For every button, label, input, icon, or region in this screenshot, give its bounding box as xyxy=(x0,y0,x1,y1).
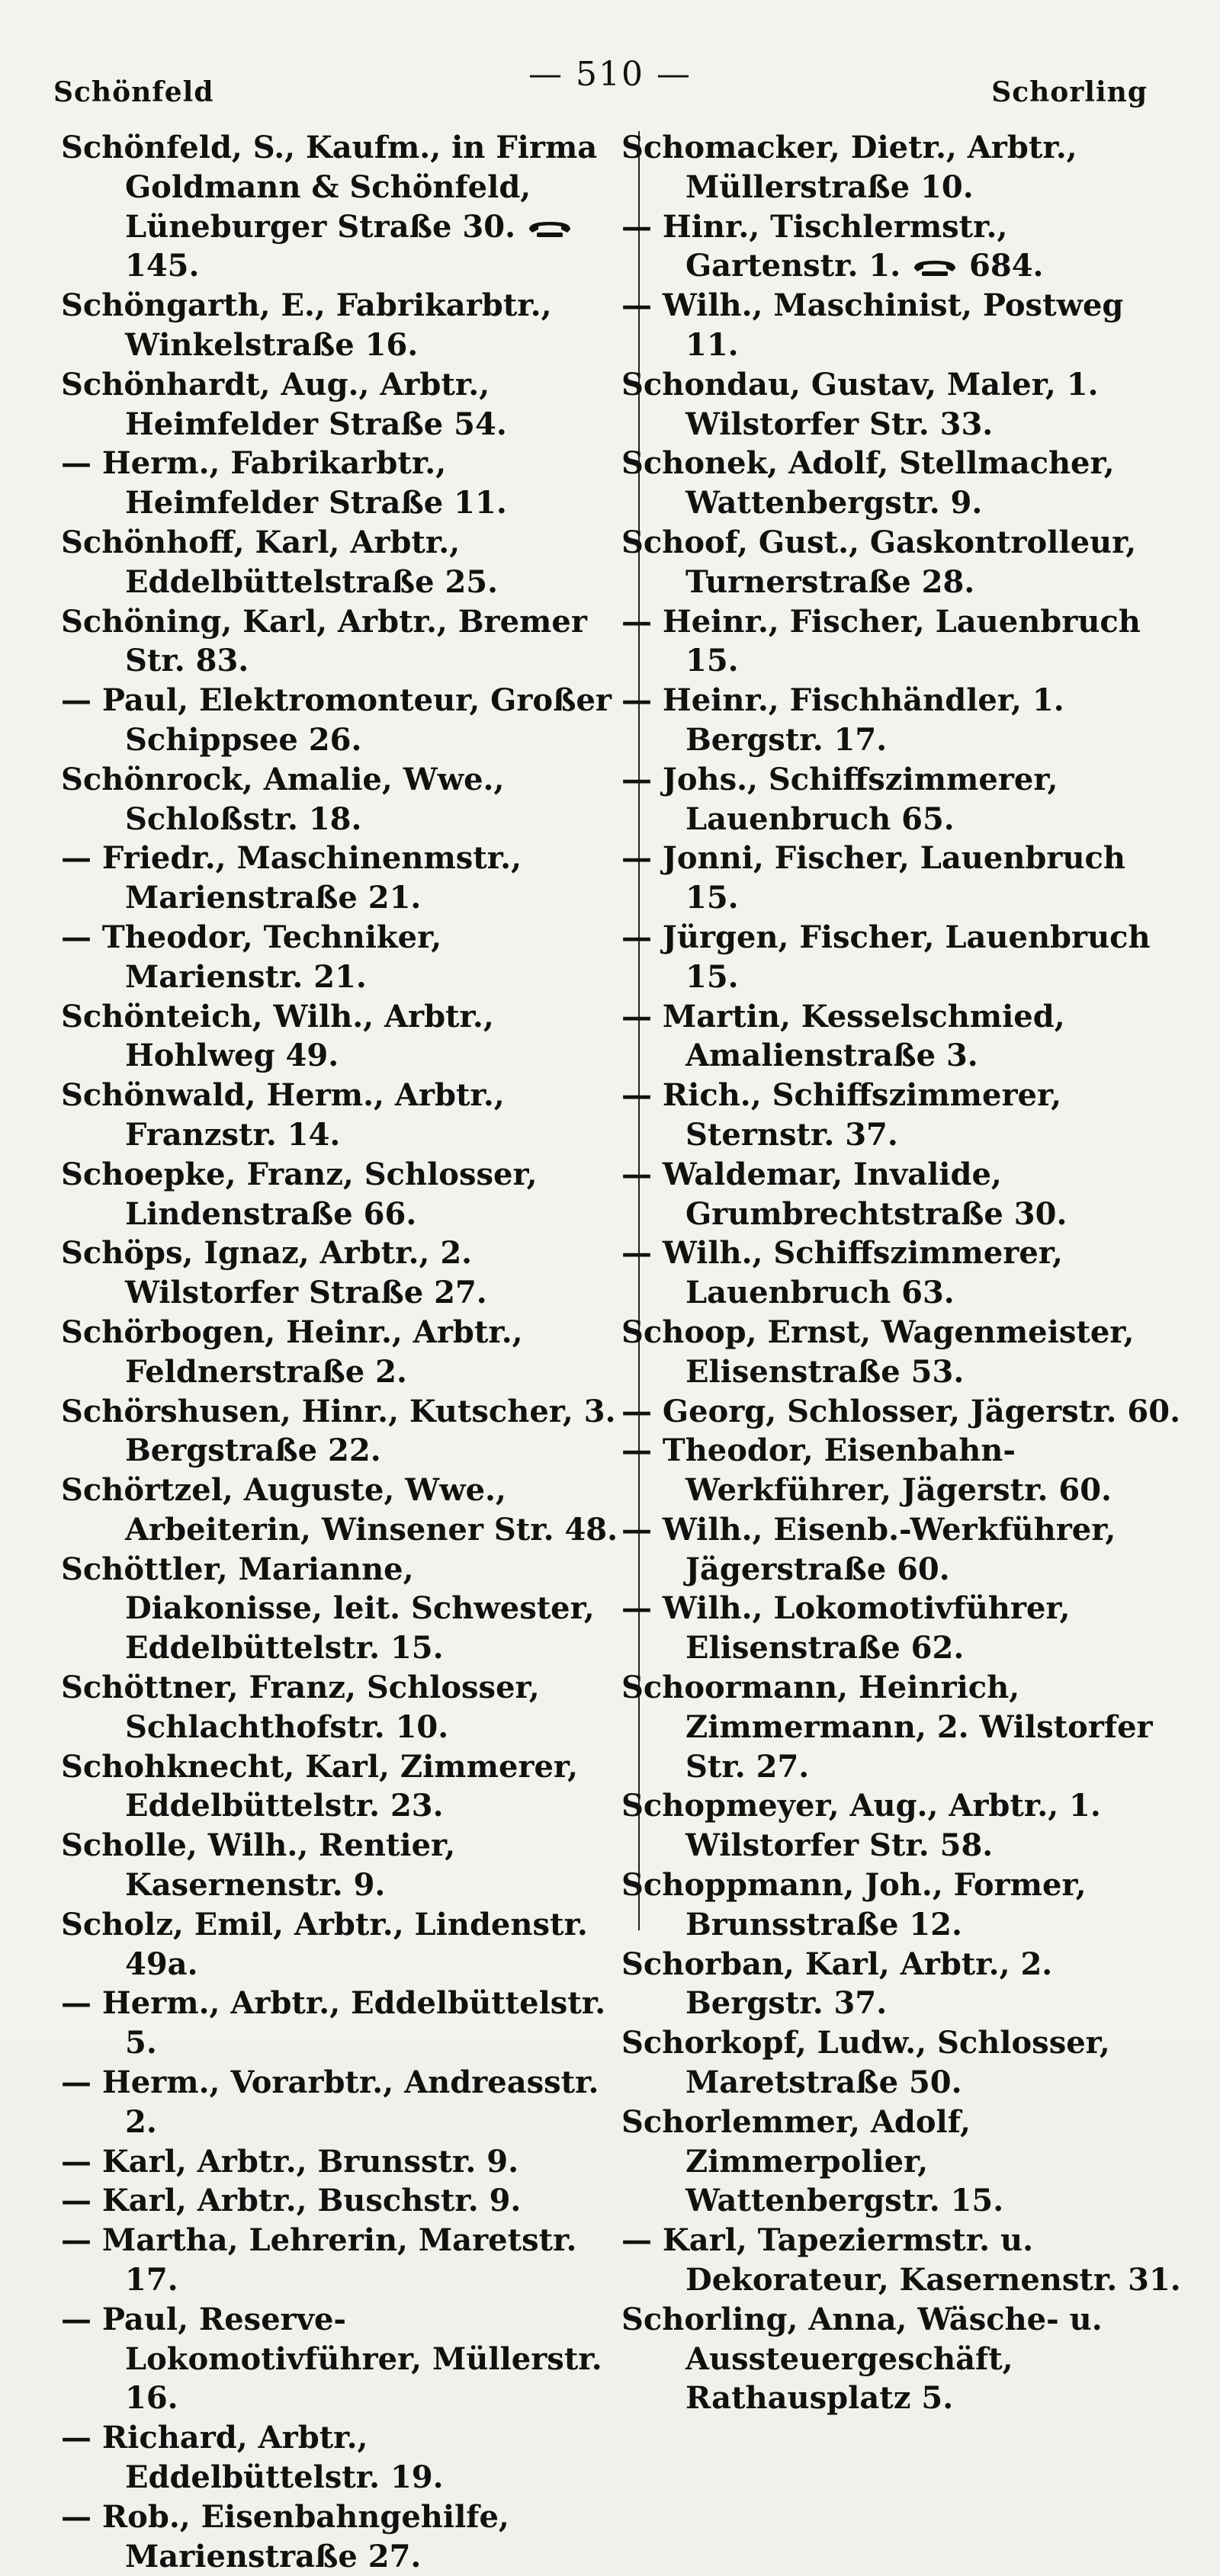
directory-entry xyxy=(61,365,621,444)
entry-text: Schönhardt, Aug., Arbtr., Heimfelder Straße 54. xyxy=(61,366,507,442)
phone-number: 145. xyxy=(125,248,200,284)
entry-text: — Herm., Arbtr., Eddelbüttelstr. 5. xyxy=(61,1985,606,2061)
entry-text: Schöttler, Marianne, Diakonisse, leit. Schwester, Eddelbüttelstr. 15. xyxy=(61,1551,595,1667)
directory-entry xyxy=(621,602,1182,682)
entry-text: Schoormann, Heinrich, Zimmermann, 2. Wilstorfer Str. 27. xyxy=(621,1670,1153,1785)
directory-entry xyxy=(61,997,621,1076)
entry-text: Scholle, Wilh., Rentier, Kasernenstr. 9. xyxy=(61,1827,456,1904)
header-right-keyword: Schorling xyxy=(991,76,1148,108)
entry-text: Schonek, Adolf, Stellmacher, Wattenbergstr. 9. xyxy=(621,445,1115,521)
directory-entry xyxy=(61,839,621,918)
directory-entry xyxy=(61,2221,621,2300)
entry-text: Schorkopf, Ludw., Schlosser, Maretstraße 50. xyxy=(621,2025,1110,2101)
directory-entry xyxy=(61,2181,621,2221)
directory-entry xyxy=(621,523,1182,602)
entry-text: — Rob., Eisenbahngehilfe, Marienstraße 27. xyxy=(61,2498,509,2574)
directory-entry xyxy=(61,1984,621,2063)
entry-text: Schöning, Karl, Arbtr., Bremer Str. 83. xyxy=(61,603,587,679)
entry-text: Schopmeyer, Aug., Arbtr., 1. Wilstorfer Str. 58. xyxy=(621,1788,1101,1864)
page-header xyxy=(0,0,1220,122)
directory-entry xyxy=(621,1431,1182,1510)
directory-entry xyxy=(621,1313,1182,1392)
page-number: — 510 — xyxy=(528,55,692,94)
directory-entry xyxy=(61,1392,621,1471)
entry-text: Schönfeld, S., Kaufm., in Firma Goldmann & Schönfeld, Lüneburger Straße 30. xyxy=(61,130,598,245)
directory-entry xyxy=(621,1392,1182,1432)
directory-entry xyxy=(621,1865,1182,1945)
entry-text: — Martha, Lehrerin, Maretstr. 17. xyxy=(61,2222,577,2299)
entry-text: — Wilh., Eisenb.-Werkführer, Jägerstraße 60. xyxy=(621,1511,1116,1587)
entry-text: — Heinr., Fischer, Lauenbruch 15. xyxy=(621,603,1141,679)
entry-text: — Herm., Vorarbtr., Andreasstr. 2. xyxy=(61,2064,599,2140)
right-column xyxy=(621,128,1182,2418)
entry-text: Schönrock, Amalie, Wwe., Schloßstr. 18. xyxy=(61,761,505,837)
entry-text: — Georg, Schlosser, Jägerstr. 60. xyxy=(621,1393,1180,1429)
directory-entry xyxy=(61,2300,621,2418)
entry-text: Schorling, Anna, Wäsche- u. Aussteuergeschäft, Rathausplatz 5. xyxy=(621,2301,1103,2417)
directory-entry xyxy=(61,1155,621,1234)
directory-entry xyxy=(621,760,1182,839)
directory-entry xyxy=(621,839,1182,918)
entry-text: Schönteich, Wilh., Arbtr., Hohlweg 49. xyxy=(61,998,494,1074)
directory-entry xyxy=(621,1510,1182,1590)
entry-text: — Hinr., Tischlermstr., Gartenstr. 1. xyxy=(621,208,1008,284)
directory-entry xyxy=(61,1747,621,1827)
directory-entry xyxy=(621,1589,1182,1668)
entry-text: — Karl, Arbtr., Buschstr. 9. xyxy=(61,2183,522,2219)
directory-entry xyxy=(621,2221,1182,2300)
entry-text: — Martin, Kesselschmied, Amalienstraße 3. xyxy=(621,998,1065,1074)
directory-entry xyxy=(61,760,621,839)
directory-entry xyxy=(61,1550,621,1668)
directory-entry xyxy=(621,1668,1182,1786)
directory-entry xyxy=(61,1826,621,1905)
directory-entry xyxy=(621,207,1182,287)
entry-text: Schorlemmer, Adolf, Zimmerpolier, Wattenbergstr. 15. xyxy=(621,2103,1004,2219)
entry-text: — Richard, Arbtr., Eddelbüttelstr. 19. xyxy=(61,2420,444,2496)
directory-entry xyxy=(621,2023,1182,2103)
entry-text: Schomacker, Dietr., Arbtr., Müllerstraße 10. xyxy=(621,130,1077,205)
entry-text: Schohknecht, Karl, Zimmerer, Eddelbüttelstr. 23. xyxy=(61,1748,579,1824)
entry-text: — Theodor, Techniker, Marienstr. 21. xyxy=(61,919,442,995)
entry-text: — Karl, Tapeziermstr. u. Dekorateur, Kasernenstr. 31. xyxy=(621,2222,1181,2299)
entry-text: Schörtzel, Auguste, Wwe., Arbeiterin, Winsener Str. 48. xyxy=(61,1472,618,1548)
entry-text: — Wilh., Schiffszimmerer, Lauenbruch 63. xyxy=(621,1235,1063,1311)
directory-entry xyxy=(61,2497,621,2576)
directory-entry xyxy=(621,997,1182,1076)
entry-text: — Theodor, Eisenbahn-Werkführer, Jägerstr. 60. xyxy=(621,1432,1112,1509)
directory-entry xyxy=(61,2142,621,2182)
directory-entry xyxy=(621,2103,1182,2221)
entry-text: Schondau, Gustav, Maler, 1. Wilstorfer Str. 33. xyxy=(621,366,1099,442)
directory-entry xyxy=(621,2300,1182,2418)
entry-text: — Paul, Reserve-Lokomotivführer, Müllerstr. 16. xyxy=(61,2301,602,2417)
directory-entry xyxy=(61,1076,621,1155)
entry-text: Schörshusen, Hinr., Kutscher, 3. Bergstraße 22. xyxy=(61,1393,616,1469)
directory-entry xyxy=(61,128,621,286)
entry-text: Schöngarth, E., Fabrikarbtr., Winkelstraße 16. xyxy=(61,287,552,363)
entry-text: Schoop, Ernst, Wagenmeister, Elisenstraße 53. xyxy=(621,1314,1135,1390)
directory-entry xyxy=(61,1905,621,1984)
directory-entry xyxy=(621,1155,1182,1234)
entry-text: — Rich., Schiffszimmerer, Sternstr. 37. xyxy=(621,1077,1062,1153)
directory-entry xyxy=(621,1076,1182,1155)
directory-entry xyxy=(621,1233,1182,1313)
directory-entry xyxy=(621,1945,1182,2024)
entry-text: — Jonni, Fischer, Lauenbruch 15. xyxy=(621,840,1125,916)
directory-entry xyxy=(621,1786,1182,1865)
phone-number: 684. xyxy=(969,248,1044,284)
entry-text: — Johs., Schiffszimmerer, Lauenbruch 65. xyxy=(621,761,1058,837)
entry-text: — Paul, Elektromonteur, Großer Schippsee 26. xyxy=(61,682,612,758)
directory-entry xyxy=(621,444,1182,523)
entry-text: Schönhoff, Karl, Arbtr., Eddelbüttelstraße 25. xyxy=(61,524,499,600)
entry-text: Schoepke, Franz, Schlosser, Lindenstraße 66. xyxy=(61,1156,538,1232)
directory-entry xyxy=(61,1668,621,1747)
directory-entry xyxy=(621,918,1182,997)
entry-text: Schönwald, Herm., Arbtr., Franzstr. 14. xyxy=(61,1077,505,1153)
left-column xyxy=(61,128,621,2576)
entry-text: — Karl, Arbtr., Brunsstr. 9. xyxy=(61,2143,519,2180)
directory-entry xyxy=(61,444,621,523)
entry-text: — Waldemar, Invalide, Grumbrechtstraße 30. xyxy=(621,1156,1068,1232)
entry-text: — Jürgen, Fischer, Lauenbruch 15. xyxy=(621,919,1151,995)
entry-text: — Wilh., Maschinist, Postweg 11. xyxy=(621,287,1124,363)
header-left-keyword: Schönfeld xyxy=(53,76,214,108)
directory-entry xyxy=(621,128,1182,207)
directory-entry xyxy=(61,918,621,997)
directory-entry xyxy=(61,286,621,365)
directory-entry xyxy=(61,1471,621,1550)
entry-text: Scholz, Emil, Arbtr., Lindenstr. 49a. xyxy=(61,1906,588,1982)
entry-text: Schoppmann, Joh., Former, Brunsstraße 12. xyxy=(621,1867,1087,1942)
telephone-icon xyxy=(526,220,573,239)
directory-entry xyxy=(621,365,1182,444)
entry-text: — Wilh., Lokomotivführer, Elisenstraße 62. xyxy=(621,1590,1071,1667)
directory-entry xyxy=(621,286,1182,365)
telephone-icon xyxy=(911,259,958,277)
directory-entry xyxy=(61,681,621,760)
directory-entry xyxy=(61,2418,621,2497)
directory-entry xyxy=(621,681,1182,760)
directory-entry xyxy=(61,1313,621,1392)
directory-entry xyxy=(61,1233,621,1313)
directory-entry xyxy=(61,602,621,682)
entry-text: — Heinr., Fischhändler, 1. Bergstr. 17. xyxy=(621,682,1064,758)
entry-text: Schoof, Gust., Gaskontrolleur, Turnerstraße 28. xyxy=(621,524,1137,600)
entry-text: Schorban, Karl, Arbtr., 2. Bergstr. 37. xyxy=(621,1946,1053,2022)
entry-text: Schörbogen, Heinr., Arbtr., Feldnerstraße 2. xyxy=(61,1314,523,1390)
entry-text: — Herm., Fabrikarbtr., Heimfelder Straße 11. xyxy=(61,445,507,521)
entry-text: — Friedr., Maschinenmstr., Marienstraße 21. xyxy=(61,840,522,916)
directory-entry xyxy=(61,2063,621,2142)
directory-entry xyxy=(61,523,621,602)
entry-text: Schöps, Ignaz, Arbtr., 2. Wilstorfer Straße 27. xyxy=(61,1235,487,1311)
entry-text: Schöttner, Franz, Schlosser, Schlachthofstr. 10. xyxy=(61,1670,540,1745)
